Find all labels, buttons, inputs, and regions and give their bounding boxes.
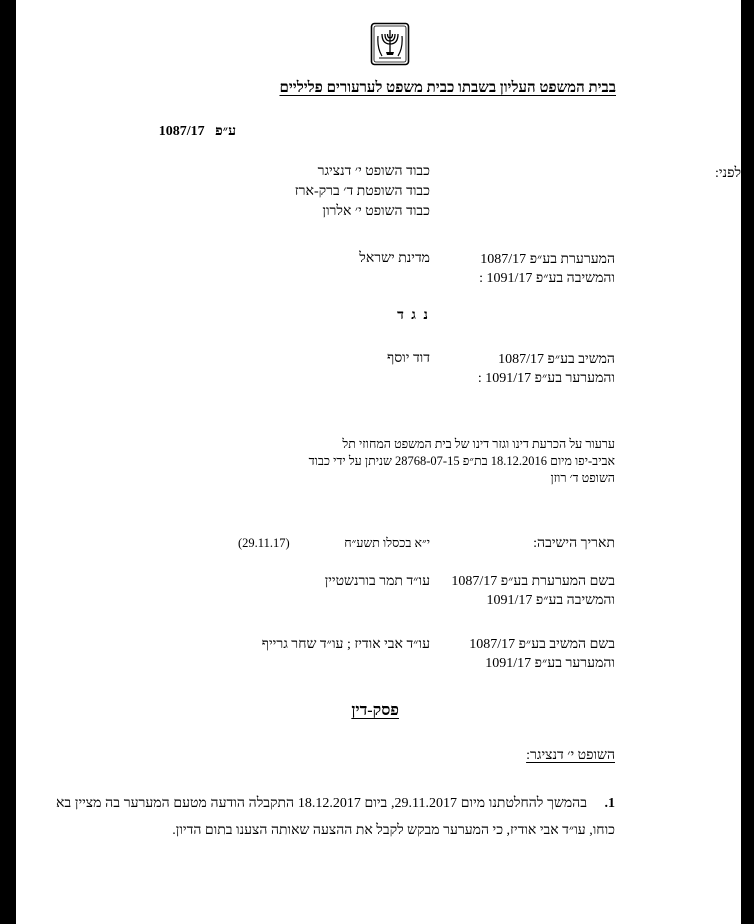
rep-respondent-label-2: והמערער בע״פ 1091/17 (485, 656, 615, 671)
appellant-label-2: והמשיבה בע״פ 1091/17 : (479, 271, 615, 286)
respondent-label-1: המשיב בע״פ 1087/17 (498, 352, 615, 367)
left-border (0, 0, 16, 924)
rep-respondent-label-1: בשם המשיב בע״פ 1087/17 (469, 637, 615, 652)
judgment-paragraph (56, 790, 615, 844)
hearing-label: תאריך הישיבה: (533, 536, 615, 551)
respondent-name: דוד יוסף (386, 351, 430, 366)
case-prefix: ע״פ (215, 124, 236, 139)
document-page (16, 0, 741, 924)
rep-appellant-label-2: והמשיבה בע״פ 1091/17 (486, 593, 615, 608)
appellant-label-1: המערערת בע״פ 1087/17 (480, 252, 615, 267)
judge-1: כבוד השופט י׳ דנציגר (317, 164, 430, 179)
paragraph-number: 1. (604, 796, 615, 811)
case-number: 1087/17 (158, 124, 205, 139)
rep-appellant-label-1: בשם המערערת בע״פ 1087/17 (451, 574, 615, 589)
judge-2: כבוד השופטת ד׳ ברק-ארז (294, 184, 430, 199)
rep-appellant-lawyer: עו״ד תמר בורנשטיין (324, 574, 430, 589)
hearing-hebrew-date: י״א בכסלו תשע״ח (344, 536, 430, 550)
versus: נ ג ד (397, 308, 430, 323)
respondent-label-2: והמערער בע״פ 1091/17 : (477, 371, 615, 386)
right-border (741, 0, 754, 924)
hearing-gregorian-date: (29.11.17) (238, 536, 290, 550)
appellant-name: מדינת ישראל (359, 251, 430, 266)
judgment-title: פסק-דין (351, 702, 399, 719)
judge-3: כבוד השופט י׳ אלרון (322, 204, 430, 219)
panel-label: לפני: (715, 166, 741, 181)
appeal-description: ערעור על הכרעת דינו וגזר דינו של בית המשפט המחוזי תל אביב-יפו מיום 18.12.2016 בת״פ 28768-07-15 שניתן על ידי כבוד השופט ד׳ רוזן (308, 437, 615, 485)
rep-respondent-lawyers: עו״ד אבי אודיז ; עו״ד שחר גרייף (261, 637, 430, 652)
state-emblem-icon (370, 22, 410, 66)
court-title: בבית המשפט העליון בשבתו כבית משפט לערעורים פליליים (279, 80, 616, 96)
case-number-line (159, 124, 236, 140)
judge-heading: השופט י׳ דנציגר: (526, 748, 615, 763)
paragraph-text: בהמשך להחלטתנו מיום 29.11.2017, ביום 18.12.2017 התקבלה הודעה מטעם המערער בה מציין בא כוחו, עו״ד אבי אודיז, כי המערער מבקש לקבל את ההצעה שאותה הצענו בתום הדיון. (56, 796, 615, 838)
